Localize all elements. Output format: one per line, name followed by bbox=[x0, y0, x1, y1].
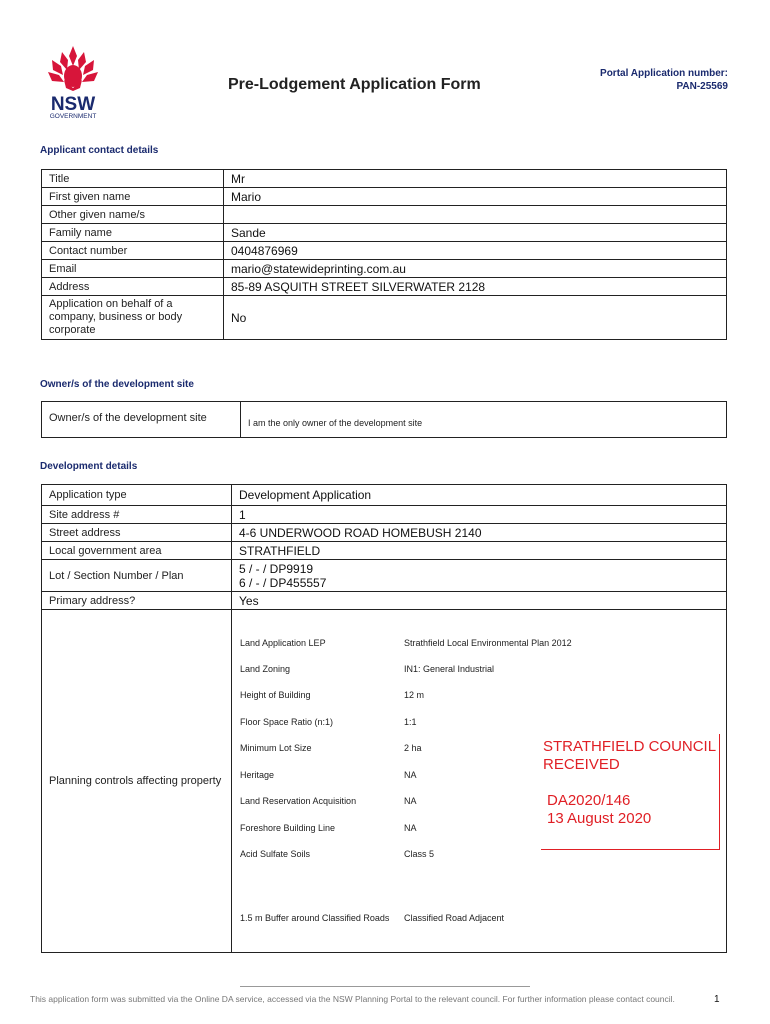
planning-control-name: Land Zoning bbox=[240, 664, 291, 674]
other-names-label: Other given name/s bbox=[42, 206, 224, 224]
family-name-value: Sande bbox=[224, 224, 727, 242]
development-section-heading: Development details bbox=[40, 461, 138, 472]
lot-section-plan-label: Lot / Section Number / Plan bbox=[42, 560, 232, 592]
primary-address-value: Yes bbox=[232, 592, 727, 610]
portal-number: PAN-25569 bbox=[676, 81, 728, 92]
planning-control-name: Land Application LEP bbox=[240, 638, 326, 648]
planning-control-name: 1.5 m Buffer around Classified Roads bbox=[240, 913, 390, 923]
planning-control-value: Strathfield Local Environmental Plan 2012 bbox=[404, 638, 572, 648]
site-address-value: 1 bbox=[232, 506, 727, 524]
page-title: Pre-Lodgement Application Form bbox=[228, 76, 481, 93]
planning-control-name: Acid Sulfate Soils bbox=[240, 849, 311, 859]
logo-sub: GOVERNMENT bbox=[49, 113, 97, 120]
address-value: 85-89 ASQUITH STREET SILVERWATER 2128 bbox=[224, 278, 727, 296]
lot-section-plan-value bbox=[232, 560, 727, 592]
planning-control-value: IN1: General Industrial bbox=[404, 664, 495, 674]
owners-section-heading: Owner/s of the development site bbox=[40, 379, 194, 390]
title-value: Mr bbox=[224, 170, 727, 188]
planning-control-name: Heritage bbox=[240, 770, 275, 780]
development-table bbox=[41, 484, 727, 953]
waratah-icon bbox=[48, 46, 98, 91]
planning-control-value: NA bbox=[404, 823, 417, 833]
lga-value: STRATHFIELD bbox=[232, 542, 727, 560]
lot-entry: 5 / - / DP9919 bbox=[239, 561, 314, 576]
title-label: Title bbox=[42, 170, 224, 188]
email-value: mario@statewideprinting.com.au bbox=[224, 260, 727, 278]
owners-table bbox=[41, 401, 727, 438]
planning-control-value: NA bbox=[404, 770, 417, 780]
street-address-value: 4-6 UNDERWOOD ROAD HOMEBUSH 2140 bbox=[232, 524, 727, 542]
first-name-label: First given name bbox=[42, 188, 224, 206]
stamp-received: RECEIVED bbox=[543, 756, 620, 773]
planning-control-name: Floor Space Ratio (n:1) bbox=[240, 717, 334, 727]
first-name-value: Mario bbox=[224, 188, 727, 206]
planning-control-value: NA bbox=[404, 796, 417, 806]
site-address-label: Site address # bbox=[42, 506, 232, 524]
stamp-da-number: DA2020/146 bbox=[547, 792, 631, 809]
lot-entry: 6 / - / DP455557 bbox=[239, 575, 327, 590]
application-type-value: Development Application bbox=[232, 485, 727, 506]
stamp-date: 13 August 2020 bbox=[547, 810, 652, 827]
planning-control-name: Minimum Lot Size bbox=[240, 743, 312, 753]
owners-label: Owner/s of the development site bbox=[42, 402, 241, 438]
behalf-label: Application on behalf of a company, business or body corporate bbox=[42, 296, 224, 340]
applicant-section-heading: Applicant contact details bbox=[40, 145, 159, 156]
planning-control-value: Class 5 bbox=[404, 849, 435, 859]
footer-note: This application form was submitted via the Online DA service, accessed via the NSW Planning Portal to the relevant council. For further information please contact council. bbox=[30, 994, 675, 1004]
planning-control-name: Height of Building bbox=[240, 690, 311, 700]
applicant-table bbox=[41, 169, 727, 340]
footer-divider bbox=[240, 986, 530, 987]
planning-control-value: Classified Road Adjacent bbox=[404, 913, 505, 923]
council-received-stamp bbox=[541, 734, 720, 850]
nsw-government-logo bbox=[40, 44, 106, 120]
page-number: 1 bbox=[714, 994, 720, 1005]
address-label: Address bbox=[42, 278, 224, 296]
planning-control-value: 1:1 bbox=[404, 717, 417, 727]
planning-controls-label: Planning controls affecting property bbox=[42, 610, 232, 953]
behalf-value: No bbox=[224, 296, 727, 340]
owners-value: I am the only owner of the development site bbox=[241, 402, 727, 438]
email-label: Email bbox=[42, 260, 224, 278]
planning-control-value: 2 ha bbox=[404, 743, 422, 753]
logo-name: NSW bbox=[50, 94, 96, 115]
portal-number-label: Portal Application number: bbox=[600, 68, 728, 79]
planning-control-name: Foreshore Building Line bbox=[240, 823, 336, 833]
contact-number-label: Contact number bbox=[42, 242, 224, 260]
other-names-value bbox=[224, 206, 727, 224]
planning-control-value: 12 m bbox=[404, 690, 425, 700]
primary-address-label: Primary address? bbox=[42, 592, 232, 610]
stamp-council-name: STRATHFIELD COUNCIL bbox=[543, 738, 717, 755]
street-address-label: Street address bbox=[42, 524, 232, 542]
application-type-label: Application type bbox=[42, 485, 232, 506]
lga-label: Local government area bbox=[42, 542, 232, 560]
contact-number-value: 0404876969 bbox=[224, 242, 727, 260]
planning-control-name: Land Reservation Acquisition bbox=[240, 796, 357, 806]
family-name-label: Family name bbox=[42, 224, 224, 242]
